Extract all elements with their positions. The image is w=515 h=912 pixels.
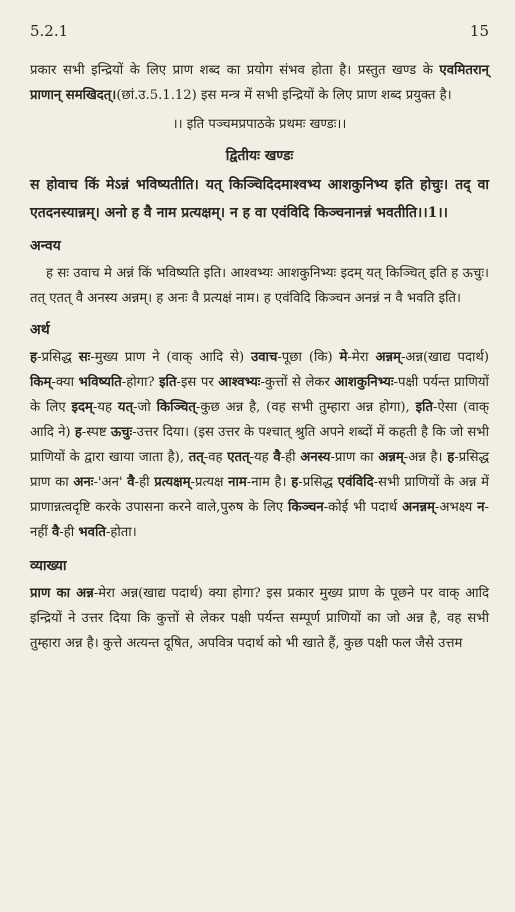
- artha-gloss: -प्रत्यक्ष: [190, 475, 229, 490]
- artha-term: किञ्चित्: [156, 400, 196, 415]
- artha-gloss: -'अन': [93, 475, 128, 490]
- section-title: द्वितीयः खण्डः: [225, 148, 294, 164]
- artha-gloss: -इस पर: [176, 375, 219, 390]
- artha-gloss: -ही: [280, 450, 301, 465]
- artha-term: इति: [415, 400, 433, 415]
- artha-term: वै: [51, 525, 60, 540]
- artha-gloss: -अन्न है।: [403, 450, 448, 465]
- artha-gloss: -क्या: [51, 375, 79, 390]
- artha-term: ह: [447, 450, 455, 465]
- anvaya-heading: अन्वय: [30, 238, 61, 254]
- intro-paragraph: [30, 58, 489, 108]
- artha-term: मे: [339, 350, 348, 365]
- artha-gloss: -कुत्तों से लेकर: [260, 375, 335, 390]
- artha-gloss: -उत्तर दिया। (इस उत्तर के पश्चात् श्रुति अपने शब्दों में कहती है कि जो सभी प्राणियों के द्वारा खाया जाता है),: [30, 425, 489, 465]
- artha-term: अनः: [73, 475, 94, 490]
- artha-gloss: -मुख्य प्राण ने (वाक् आदि से): [90, 350, 251, 365]
- vyakhya-paragraph: [30, 581, 489, 656]
- artha-term: भविष्यति: [78, 375, 122, 390]
- artha-gloss: -अभक्ष्य: [434, 500, 478, 515]
- artha-term: ह: [30, 350, 38, 365]
- artha-term: एतत्: [227, 450, 250, 465]
- artha-gloss: -कुछ अन्न है, (वह सभी तुम्हारा अन्न होगा),: [195, 400, 416, 415]
- page-number: 15: [469, 22, 489, 40]
- intro-text-2: (छां.उ.5.1.12) इस मन्त्र में सभी इन्द्रियों के लिए प्राण शब्द प्रयुक्त है।: [116, 88, 452, 103]
- mantra-text: स होवाच किं मेऽन्नं भविष्यतीति। यत् किञ्चिदिदमाश्वभ्य आशकुनिभ्य इति होचुः। तद् वा एतदनस्यान्नम्। अनो ह वै नाम प्रत्यक्षम्। न ह वा एवंविदि किञ्चनानन्नं भवतीति।।1।।: [30, 177, 489, 221]
- vyakhya-text: -मेरा अन्न(खाद्य पदार्थ) क्या होगा? इस प्रकार मुख्य प्राण के पूछने पर वाक् आदि इन्द्रियों ने उत्तर दिया कि कुत्तों से लेकर पक्षी पर्यन्त सम्पूर्ण प्राणियों का जो अन्न है, वह सभी तुम्हारा अन्न है। कुत्ते अत्यन्त दूषित, अपवित्र पदार्थ को भी खाते हैं, कुछ पक्षी फल जैसे उत्तम: [30, 586, 489, 651]
- artha-term: अन्नम्: [378, 450, 404, 465]
- artha-gloss: -वह: [203, 450, 228, 465]
- artha-gloss: -प्रसिद्ध: [37, 350, 79, 365]
- artha-gloss: -पक्षी पर्यन्त प्राणियों के लिए: [30, 375, 489, 415]
- page-body: [30, 58, 489, 656]
- artha-term: किञ्चन: [288, 500, 324, 515]
- artha-gloss: -सभी प्राणियों के अन्न में प्राणान्नत्वदृष्टि करके उपासना करने वाले,पुरुष के लिए: [30, 475, 489, 515]
- artha-term: सः: [78, 350, 91, 365]
- artha-term: वै: [273, 450, 281, 465]
- artha-term: यत्: [117, 400, 134, 415]
- artha-gloss: -यह: [249, 450, 274, 465]
- anvaya-text: ह सः उवाच मे अन्नं किं भविष्यति इति। आश्वभ्यः आशकुनिभ्यः इदम् यत् किञ्चित् इति ह ऊचुः। तत् एतत् वै अनस्य अन्नम्। ह अनः वै प्रत्यक्षं नाम। ह एवंविदि किञ्चन अनन्नं न वै भवति इति।: [30, 266, 489, 306]
- artha-term: एवंविदि: [337, 475, 374, 490]
- artha-gloss: -कोई भी पदार्थ: [323, 500, 403, 515]
- artha-term: ऊचुः: [110, 425, 133, 440]
- artha-gloss: -स्पष्ट: [81, 425, 111, 440]
- vyakhya-lead: प्राण का अन्न: [30, 586, 94, 601]
- artha-term: अन्नम्: [375, 350, 401, 365]
- artha-term: न: [477, 500, 485, 515]
- artha-gloss: -जो: [133, 400, 157, 415]
- page-header: [30, 22, 489, 46]
- intro-mantra-quote: एवमितरान् प्राणान् समखिदत्।: [30, 63, 489, 103]
- artha-term: भवति: [78, 525, 106, 540]
- section-end-colophon: ।। इति पञ्चमप्रपाठके प्रथमः खण्डः।।: [172, 117, 347, 132]
- artha-term: ह: [291, 475, 299, 490]
- artha-gloss: -प्रसिद्ध प्राण का: [30, 450, 490, 490]
- artha-term: प्रत्यक्षम्: [154, 475, 191, 490]
- artha-gloss: -प्राण का: [330, 450, 379, 465]
- section-number: 5.2.1: [30, 22, 69, 40]
- artha-gloss: -पूछा (कि): [277, 350, 340, 365]
- artha-term: अनस्य: [300, 450, 331, 465]
- artha-gloss: -अन्न(खाद्य पदार्थ): [400, 350, 489, 365]
- artha-gloss: -नाम है।: [246, 475, 292, 490]
- artha-gloss: -होता।: [105, 525, 137, 540]
- vyakhya-heading: व्याख्या: [30, 558, 67, 574]
- artha-term: इदम्: [71, 400, 93, 415]
- artha-term: किम्: [30, 375, 52, 390]
- intro-text-1: प्रकार सभी इन्द्रियों के लिए प्राण शब्द का प्रयोग संभव होता है। प्रस्तुत खण्ड के: [30, 63, 440, 78]
- artha-gloss: -नहीं: [30, 500, 490, 540]
- artha-term: आश्वभ्यः: [218, 375, 261, 390]
- artha-term: वै: [127, 475, 135, 490]
- artha-gloss: -यह: [92, 400, 118, 415]
- artha-term: आशकुनिभ्यः: [334, 375, 394, 390]
- artha-gloss: -मेरा: [347, 350, 376, 365]
- artha-term: नाम: [228, 475, 247, 490]
- artha-term: इति: [159, 375, 177, 390]
- artha-gloss: -ही: [134, 475, 155, 490]
- artha-term: ह: [74, 425, 82, 440]
- artha-heading: अर्थ: [30, 322, 50, 338]
- artha-gloss: -होगा?: [121, 375, 160, 390]
- artha-gloss: -प्रसिद्ध: [298, 475, 338, 490]
- artha-gloss: -ही: [59, 525, 79, 540]
- artha-term: उवाच: [250, 350, 278, 365]
- artha-term: अनन्नम्: [402, 500, 435, 515]
- artha-gloss: -ऐसा (वाक् आदि ने): [30, 400, 489, 440]
- artha-term: तत्: [188, 450, 204, 465]
- artha-paragraph: [30, 345, 489, 545]
